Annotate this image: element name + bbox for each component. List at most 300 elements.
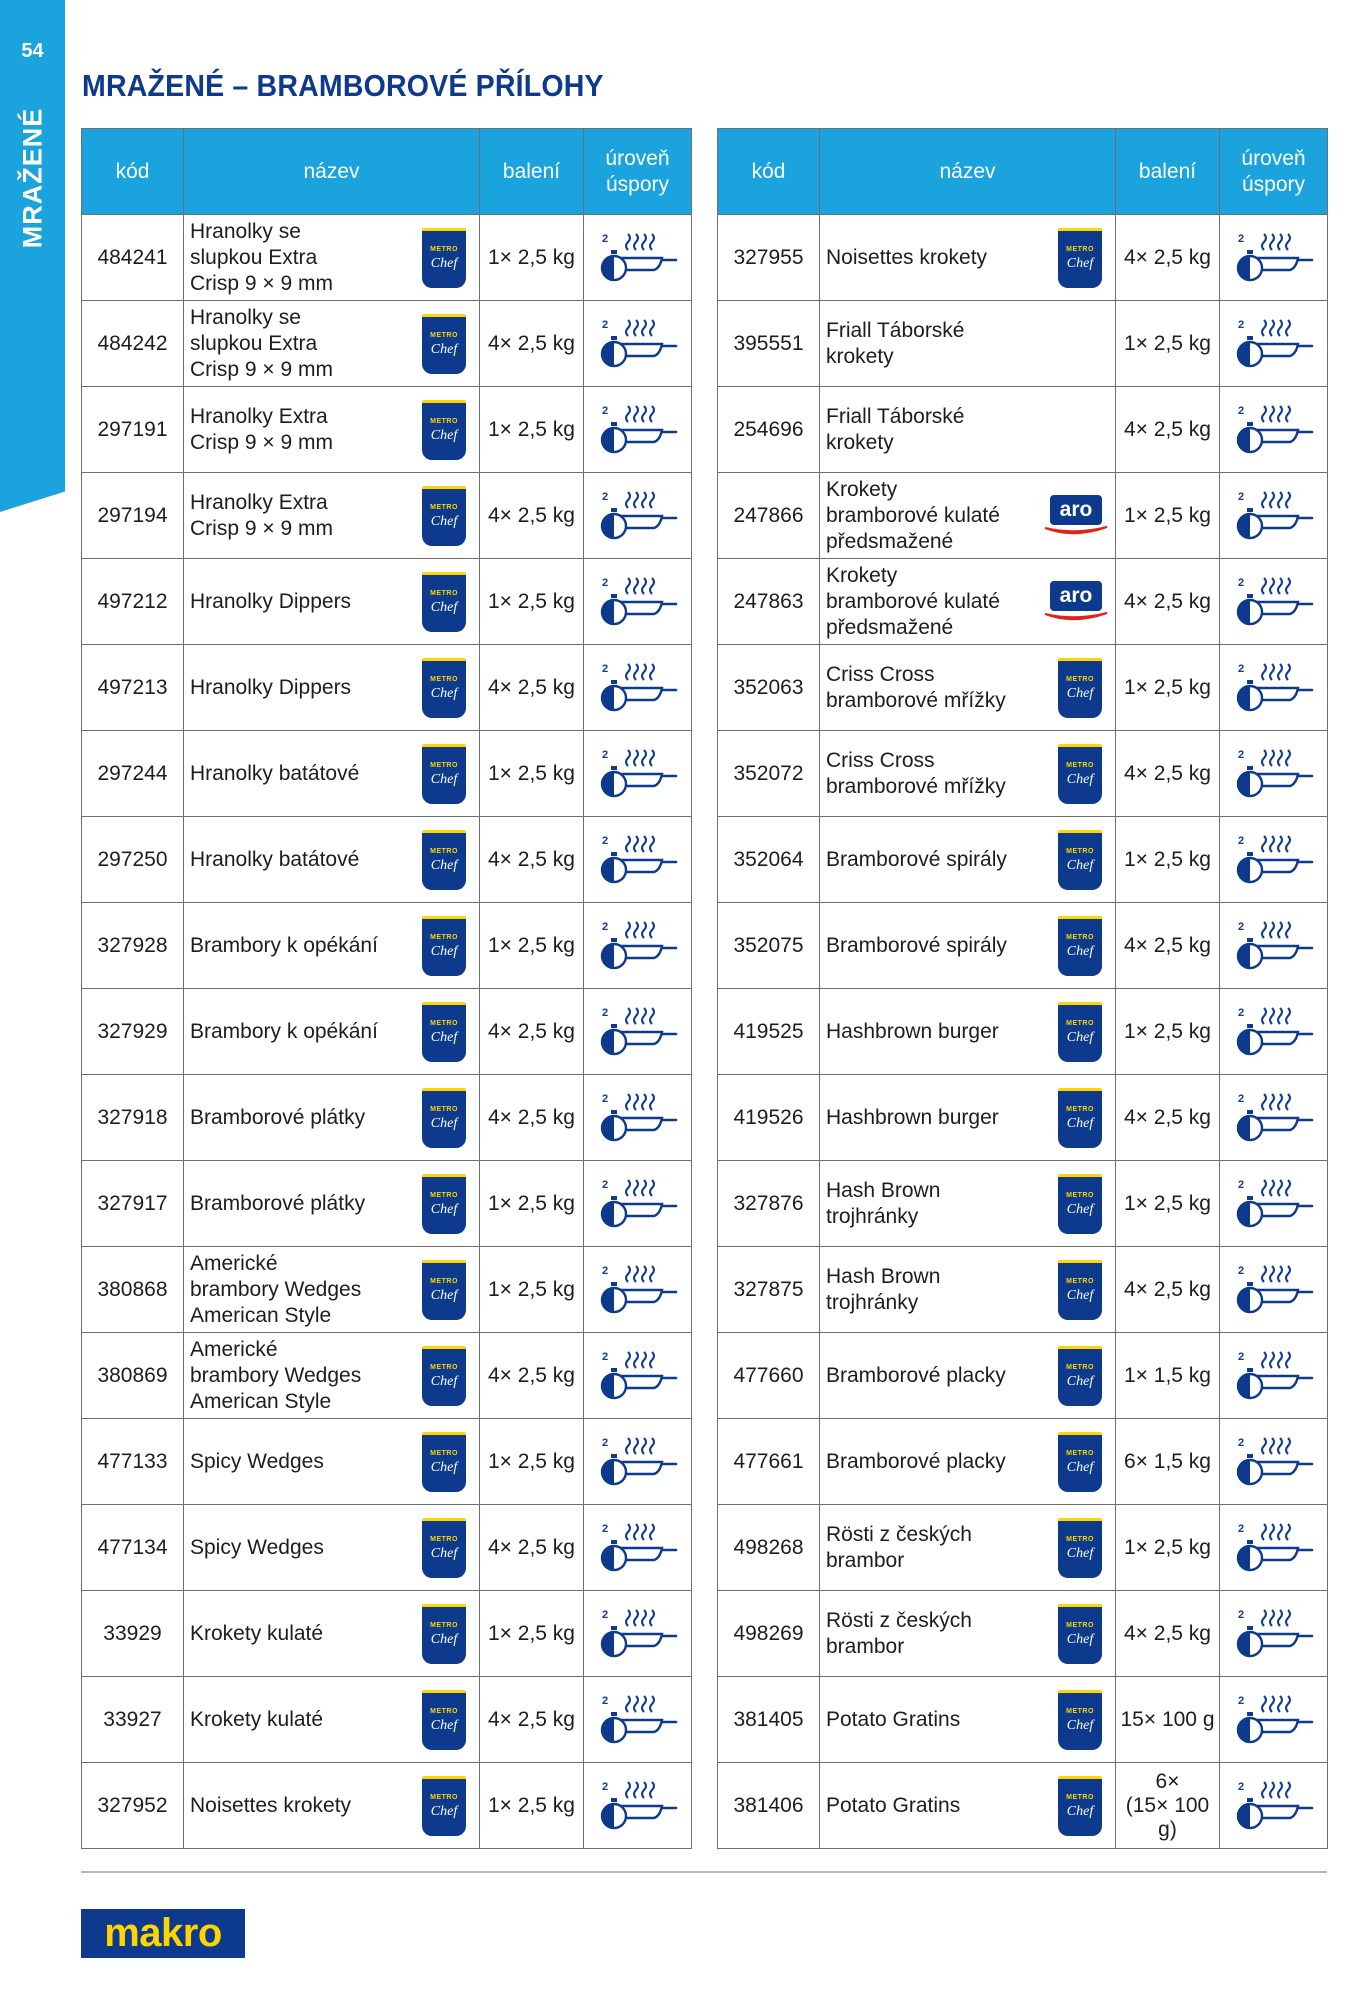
header-name: název	[184, 129, 480, 215]
metro-chef-logo	[1058, 1432, 1102, 1492]
product-code: 498269	[718, 1591, 820, 1677]
metro-chef-logo-bottom: Chef	[1066, 1202, 1094, 1217]
savings-level-number: 2	[601, 1780, 608, 1793]
savings-level-cell	[584, 1763, 692, 1849]
product-code: 352075	[718, 903, 820, 989]
savings-level-number: 2	[1237, 662, 1244, 675]
package-size	[480, 215, 584, 301]
product-code: 327875	[718, 1247, 820, 1333]
metro-chef-logo-top: METRO	[430, 1020, 458, 1027]
package-size-value: 1× 2,5 kg	[488, 933, 575, 957]
makro-logo	[81, 1909, 245, 1958]
table-row	[82, 215, 692, 301]
table-row	[82, 1333, 692, 1419]
package-size	[1116, 1763, 1220, 1849]
package-size-value: 6× (15× 100 g)	[1125, 1769, 1210, 1841]
savings-level-icon	[1232, 658, 1316, 718]
metro-chef-logo	[422, 1002, 466, 1062]
table-row	[718, 215, 1328, 301]
product-name: Bramborové plátky	[190, 1105, 366, 1129]
section-side-tab	[0, 0, 65, 512]
metro-chef-logo-bottom: Chef	[430, 256, 458, 271]
metro-chef-logo	[1058, 1776, 1102, 1836]
package-size-value: 1× 2,5 kg	[488, 589, 575, 613]
package-size	[480, 903, 584, 989]
savings-level-cell	[1220, 645, 1328, 731]
metro-chef-logo-top: METRO	[430, 676, 458, 683]
package-size-value: 4× 2,5 kg	[488, 1105, 575, 1129]
savings-level-icon	[1232, 1346, 1316, 1406]
product-name-cell	[820, 1677, 1116, 1763]
aro-swoosh-icon	[1043, 611, 1109, 623]
savings-level-number: 2	[1237, 1694, 1244, 1707]
product-name: Hash Brown trojhránky	[826, 1178, 941, 1228]
product-name: Noisettes krokety	[826, 245, 988, 269]
product-name: Bramborové placky	[826, 1363, 1006, 1387]
package-size	[1116, 731, 1220, 817]
savings-level-cell	[1220, 1333, 1328, 1419]
package-size	[1116, 1161, 1220, 1247]
product-name-cell	[184, 387, 480, 473]
metro-chef-logo-bottom: Chef	[1066, 686, 1094, 701]
product-code: 297194	[82, 473, 184, 559]
package-size-value: 1× 2,5 kg	[1124, 847, 1211, 871]
metro-chef-logo-top: METRO	[1066, 934, 1094, 941]
metro-chef-logo-top: METRO	[430, 1278, 458, 1285]
metro-chef-logo	[422, 1346, 466, 1406]
savings-level-icon	[1232, 1518, 1316, 1578]
product-name-cell	[820, 1247, 1116, 1333]
savings-level-icon	[1232, 744, 1316, 804]
header-savings	[584, 129, 692, 215]
savings-level-icon	[1232, 1174, 1316, 1234]
table-header-row	[82, 129, 692, 215]
product-code: 419525	[718, 989, 820, 1075]
metro-chef-logo-top: METRO	[430, 246, 458, 253]
package-size-value: 4× 2,5 kg	[1124, 1621, 1211, 1645]
savings-level-cell	[584, 473, 692, 559]
metro-chef-logo-bottom: Chef	[1066, 1460, 1094, 1475]
table-row	[82, 1763, 692, 1849]
metro-chef-logo-top: METRO	[430, 1708, 458, 1715]
savings-level-cell	[1220, 989, 1328, 1075]
metro-chef-logo-top: METRO	[430, 332, 458, 339]
product-name: Brambory k opékání	[190, 1019, 378, 1043]
package-size	[1116, 215, 1220, 301]
table-row	[82, 387, 692, 473]
savings-level-number: 2	[601, 404, 608, 417]
savings-level-icon	[596, 1604, 680, 1664]
savings-level-number: 2	[1237, 490, 1244, 503]
savings-level-cell	[1220, 215, 1328, 301]
metro-chef-logo	[1058, 1604, 1102, 1664]
savings-level-icon	[596, 314, 680, 374]
savings-level-number: 2	[601, 1092, 608, 1105]
metro-chef-logo-top: METRO	[1066, 1536, 1094, 1543]
package-size	[480, 1333, 584, 1419]
package-size-value: 1× 2,5 kg	[1124, 675, 1211, 699]
package-size	[480, 1247, 584, 1333]
product-code: 254696	[718, 387, 820, 473]
metro-chef-logo	[1058, 228, 1102, 288]
product-name: Bramborové spirály	[826, 933, 1007, 957]
savings-level-icon	[1232, 830, 1316, 890]
header-pack: balení	[480, 129, 584, 215]
savings-level-icon	[1232, 1690, 1316, 1750]
metro-chef-logo-bottom: Chef	[430, 1030, 458, 1045]
savings-level-number: 2	[1237, 920, 1244, 933]
product-name: Hranolky Extra Crisp 9 × 9 mm	[190, 490, 333, 540]
savings-level-cell	[584, 731, 692, 817]
product-name-cell	[184, 731, 480, 817]
savings-level-cell	[584, 1075, 692, 1161]
savings-level-cell	[1220, 559, 1328, 645]
savings-level-cell	[1220, 301, 1328, 387]
metro-chef-logo	[422, 1260, 466, 1320]
package-size	[480, 301, 584, 387]
package-size-value: 4× 2,5 kg	[1124, 589, 1211, 613]
savings-level-icon	[1232, 1002, 1316, 1062]
package-size-value: 4× 2,5 kg	[488, 503, 575, 527]
product-name: Bramborové spirály	[826, 847, 1007, 871]
product-name: Krokety kulaté	[190, 1621, 324, 1645]
metro-chef-logo-top: METRO	[430, 418, 458, 425]
metro-chef-logo-bottom: Chef	[1066, 944, 1094, 959]
package-size-value: 1× 2,5 kg	[488, 1621, 575, 1645]
savings-level-icon	[1232, 1604, 1316, 1664]
product-code: 297244	[82, 731, 184, 817]
metro-chef-logo	[1058, 1088, 1102, 1148]
savings-level-icon	[596, 228, 680, 288]
table-row	[82, 1677, 692, 1763]
metro-chef-logo-bottom: Chef	[430, 1804, 458, 1819]
package-size	[1116, 1677, 1220, 1763]
aro-logo	[1043, 581, 1109, 623]
savings-level-number: 2	[601, 1694, 608, 1707]
package-size	[480, 731, 584, 817]
table-row	[718, 1505, 1328, 1591]
metro-chef-logo	[422, 744, 466, 804]
savings-level-cell	[584, 817, 692, 903]
product-name-cell	[184, 989, 480, 1075]
product-name-cell	[184, 215, 480, 301]
metro-chef-logo	[1058, 830, 1102, 890]
product-name-cell	[820, 817, 1116, 903]
table-row	[718, 1161, 1328, 1247]
header-name: název	[820, 129, 1116, 215]
metro-chef-logo-top: METRO	[1066, 1192, 1094, 1199]
product-name: Hranolky Dippers	[190, 589, 352, 613]
savings-level-icon	[596, 486, 680, 546]
savings-level-cell	[584, 645, 692, 731]
savings-level-number: 2	[601, 318, 608, 331]
table-row	[82, 989, 692, 1075]
page-title: MRAŽENÉ – BRAMBOROVÉ PŘÍLOHY	[82, 68, 604, 103]
header-savings-label: úroveň úspory	[605, 146, 670, 196]
metro-chef-logo-top: METRO	[430, 1450, 458, 1457]
package-size	[1116, 473, 1220, 559]
product-name-cell	[184, 473, 480, 559]
package-size	[1116, 989, 1220, 1075]
metro-chef-logo-bottom: Chef	[1066, 1804, 1094, 1819]
savings-level-number: 2	[1237, 1092, 1244, 1105]
table-row	[718, 301, 1328, 387]
product-name-cell	[184, 1419, 480, 1505]
table-row	[718, 1419, 1328, 1505]
table-row	[718, 559, 1328, 645]
metro-chef-logo-top: METRO	[1066, 762, 1094, 769]
header-code: kód	[718, 129, 820, 215]
metro-chef-logo-bottom: Chef	[430, 1460, 458, 1475]
package-size	[480, 1161, 584, 1247]
savings-level-cell	[1220, 1419, 1328, 1505]
product-code: 477134	[82, 1505, 184, 1591]
savings-level-number: 2	[601, 1608, 608, 1621]
metro-chef-logo	[422, 572, 466, 632]
savings-level-number: 2	[1237, 318, 1244, 331]
table-row	[82, 817, 692, 903]
table-row	[82, 1161, 692, 1247]
header-savings	[1220, 129, 1328, 215]
savings-level-cell	[584, 1591, 692, 1677]
package-size	[480, 645, 584, 731]
package-size-value: 4× 2,5 kg	[1124, 245, 1211, 269]
metro-chef-logo	[422, 1776, 466, 1836]
package-size	[480, 1677, 584, 1763]
product-code: 497212	[82, 559, 184, 645]
header-savings-label: úroveň úspory	[1241, 146, 1306, 196]
table-row	[718, 1763, 1328, 1849]
product-name-cell	[184, 1247, 480, 1333]
savings-level-number: 2	[601, 576, 608, 589]
metro-chef-logo-bottom: Chef	[1066, 1374, 1094, 1389]
product-name: Krokety bramborové kulaté předsmažené	[826, 563, 1000, 639]
package-size	[1116, 645, 1220, 731]
makro-logo-text: makro	[104, 1911, 222, 1955]
metro-chef-logo	[422, 658, 466, 718]
package-size-value: 4× 2,5 kg	[488, 1363, 575, 1387]
metro-chef-logo-top: METRO	[430, 934, 458, 941]
product-name: Hranolky batátové	[190, 847, 360, 871]
package-size	[1116, 301, 1220, 387]
savings-level-number: 2	[1237, 834, 1244, 847]
package-size	[1116, 903, 1220, 989]
product-name: Krokety bramborové kulaté předsmažené	[826, 477, 1000, 553]
savings-level-icon	[596, 1260, 680, 1320]
metro-chef-logo	[1058, 1690, 1102, 1750]
product-name-cell	[820, 645, 1116, 731]
savings-level-icon	[1232, 1088, 1316, 1148]
package-size-value: 4× 2,5 kg	[1124, 933, 1211, 957]
metro-chef-logo-top: METRO	[1066, 1450, 1094, 1457]
table-row	[82, 1247, 692, 1333]
savings-level-icon	[596, 1518, 680, 1578]
metro-chef-logo-top: METRO	[1066, 1708, 1094, 1715]
savings-level-cell	[584, 301, 692, 387]
metro-chef-logo	[1058, 744, 1102, 804]
metro-chef-logo-bottom: Chef	[430, 428, 458, 443]
savings-level-number: 2	[1237, 1436, 1244, 1449]
metro-chef-logo	[422, 1518, 466, 1578]
product-code: 247863	[718, 559, 820, 645]
product-name: Hranolky batátové	[190, 761, 360, 785]
savings-level-cell	[1220, 817, 1328, 903]
savings-level-number: 2	[1237, 1006, 1244, 1019]
savings-level-cell	[1220, 1247, 1328, 1333]
package-size-value: 4× 2,5 kg	[488, 331, 575, 355]
product-name-cell	[820, 989, 1116, 1075]
table-row	[82, 559, 692, 645]
product-name-cell	[184, 1505, 480, 1591]
product-name: Potato Gratins	[826, 1793, 961, 1817]
savings-level-icon	[1232, 228, 1316, 288]
package-size-value: 4× 2,5 kg	[488, 847, 575, 871]
footer-divider	[81, 1871, 1327, 1873]
savings-level-number: 2	[601, 834, 608, 847]
savings-level-cell	[1220, 1161, 1328, 1247]
package-size	[480, 1075, 584, 1161]
savings-level-number: 2	[1237, 1178, 1244, 1191]
metro-chef-logo-bottom: Chef	[430, 1632, 458, 1647]
product-code: 477660	[718, 1333, 820, 1419]
product-name: Criss Cross bramborové mřížky	[826, 748, 1006, 798]
product-code: 484242	[82, 301, 184, 387]
savings-level-cell	[1220, 1591, 1328, 1677]
product-name: Bramborové plátky	[190, 1191, 366, 1215]
package-size	[480, 559, 584, 645]
aro-logo-text: aro	[1050, 581, 1103, 611]
savings-level-icon	[596, 400, 680, 460]
product-name: Hashbrown burger	[826, 1105, 999, 1129]
package-size	[1116, 1505, 1220, 1591]
package-size-value: 4× 2,5 kg	[488, 1707, 575, 1731]
package-size-value: 15× 100 g	[1120, 1707, 1215, 1731]
product-name: Hranolky Dippers	[190, 675, 352, 699]
product-name: Rösti z českých brambor	[826, 1522, 972, 1572]
metro-chef-logo	[422, 400, 466, 460]
product-name: Hash Brown trojhránky	[826, 1264, 941, 1314]
table-row	[718, 903, 1328, 989]
package-size	[480, 1505, 584, 1591]
product-name: Noisettes krokety	[190, 1793, 352, 1817]
product-name-cell	[184, 1333, 480, 1419]
savings-level-number: 2	[601, 232, 608, 245]
product-code: 327955	[718, 215, 820, 301]
table-row	[718, 1075, 1328, 1161]
product-code: 419526	[718, 1075, 820, 1161]
savings-level-number: 2	[601, 1350, 608, 1363]
package-size	[480, 817, 584, 903]
metro-chef-logo-top: METRO	[1066, 1364, 1094, 1371]
product-code: 33929	[82, 1591, 184, 1677]
product-code: 477133	[82, 1419, 184, 1505]
package-size-value: 4× 2,5 kg	[488, 1535, 575, 1559]
package-size	[1116, 559, 1220, 645]
metro-chef-logo-top: METRO	[430, 1192, 458, 1199]
product-name: Americké brambory Wedges American Style	[190, 1251, 362, 1327]
package-size-value: 4× 2,5 kg	[488, 1019, 575, 1043]
savings-level-number: 2	[601, 1436, 608, 1449]
table-row	[718, 473, 1328, 559]
table-row	[718, 387, 1328, 473]
table-row	[82, 903, 692, 989]
metro-chef-logo-bottom: Chef	[430, 686, 458, 701]
product-name: Spicy Wedges	[190, 1535, 324, 1559]
metro-chef-logo-bottom: Chef	[1066, 1288, 1094, 1303]
product-code: 33927	[82, 1677, 184, 1763]
table-header-row	[718, 129, 1328, 215]
savings-level-icon	[1232, 486, 1316, 546]
package-size-value: 1× 2,5 kg	[1124, 1191, 1211, 1215]
product-name-cell	[820, 1591, 1116, 1677]
metro-chef-logo-bottom: Chef	[430, 858, 458, 873]
header-code: kód	[82, 129, 184, 215]
table-row	[82, 1591, 692, 1677]
package-size-value: 1× 2,5 kg	[1124, 1019, 1211, 1043]
product-name-cell	[820, 1075, 1116, 1161]
metro-chef-logo-bottom: Chef	[1066, 1546, 1094, 1561]
product-name: Hranolky se slupkou Extra Crisp 9 × 9 mm	[190, 219, 333, 295]
product-name-cell	[820, 731, 1116, 817]
product-name-cell	[184, 1591, 480, 1677]
product-name-cell	[184, 301, 480, 387]
product-table-left	[81, 128, 692, 1849]
package-size-value: 4× 2,5 kg	[1124, 1277, 1211, 1301]
product-code: 380868	[82, 1247, 184, 1333]
product-code: 327917	[82, 1161, 184, 1247]
savings-level-cell	[584, 215, 692, 301]
savings-level-number: 2	[601, 490, 608, 503]
product-table-right	[717, 128, 1328, 1849]
metro-chef-logo-top: METRO	[1066, 1622, 1094, 1629]
package-size-value: 4× 2,5 kg	[488, 675, 575, 699]
product-name-cell	[820, 215, 1116, 301]
table-row	[718, 1247, 1328, 1333]
savings-level-cell	[584, 1333, 692, 1419]
package-size-value: 1× 2,5 kg	[488, 1793, 575, 1817]
savings-level-number: 2	[601, 662, 608, 675]
savings-level-icon	[596, 1690, 680, 1750]
savings-level-cell	[584, 387, 692, 473]
product-code: 327929	[82, 989, 184, 1075]
product-code: 327876	[718, 1161, 820, 1247]
package-size	[480, 989, 584, 1075]
package-size	[1116, 1333, 1220, 1419]
savings-level-cell	[584, 1505, 692, 1591]
package-size-value: 1× 2,5 kg	[488, 761, 575, 785]
metro-chef-logo-bottom: Chef	[1066, 858, 1094, 873]
product-code: 352072	[718, 731, 820, 817]
metro-chef-logo	[1058, 658, 1102, 718]
package-size-value: 1× 2,5 kg	[488, 245, 575, 269]
savings-level-cell	[584, 1247, 692, 1333]
savings-level-cell	[584, 989, 692, 1075]
savings-level-number: 2	[601, 1006, 608, 1019]
product-code: 247866	[718, 473, 820, 559]
product-name: Brambory k opékání	[190, 933, 378, 957]
savings-level-number: 2	[1237, 232, 1244, 245]
product-name: Criss Cross bramborové mřížky	[826, 662, 1006, 712]
package-size-value: 4× 2,5 kg	[1124, 1105, 1211, 1129]
savings-level-number: 2	[601, 1264, 608, 1277]
package-size	[480, 473, 584, 559]
product-code: 352063	[718, 645, 820, 731]
savings-level-cell	[1220, 1763, 1328, 1849]
package-size-value: 1× 2,5 kg	[1124, 1535, 1211, 1559]
metro-chef-logo-top: METRO	[430, 848, 458, 855]
savings-level-icon	[596, 1432, 680, 1492]
package-size	[480, 1591, 584, 1677]
